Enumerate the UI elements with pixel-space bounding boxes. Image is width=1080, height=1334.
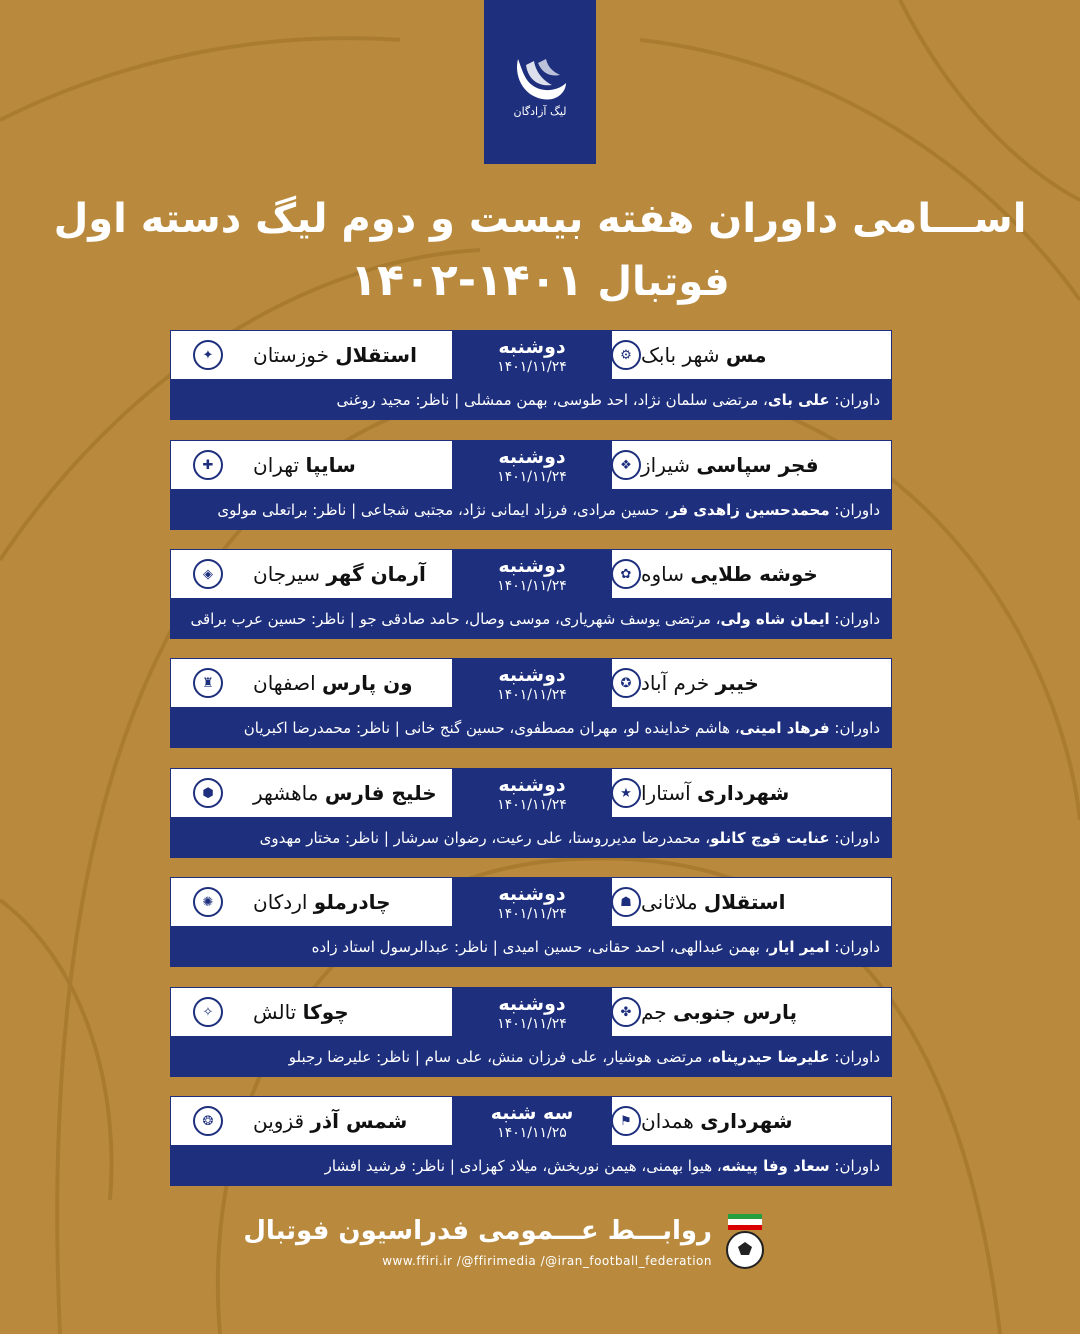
head-referee: سعاد وفا پیشه — [721, 1157, 830, 1175]
match-day: دوشنبه — [498, 555, 566, 577]
away-team-name — [253, 671, 413, 695]
away-team-city: تهران — [253, 453, 300, 477]
home-team — [611, 550, 891, 598]
referees-rest: ، بهمن عبدالهی، احمد حقانی، حسین امیدی | ناظر: عبدالرسول استاد زاده — [311, 938, 770, 956]
home-team — [611, 659, 891, 707]
home-team-city: خرم آباد — [641, 671, 710, 695]
home-team-club: خوشه طلایی — [690, 562, 818, 586]
match-schedule — [452, 441, 612, 491]
head-referee: فرهاد امینی — [739, 719, 830, 737]
referees-rest: ، هیوا بهمنی، هیمن نوربخش، میلاد کهزادی | ناظر: فرشید افشار — [324, 1157, 722, 1175]
league-logo-icon — [508, 45, 572, 105]
match-schedule — [452, 331, 612, 381]
away-team — [171, 659, 451, 707]
title-football-word: فوتبال — [597, 259, 730, 305]
match-teams-row — [170, 330, 892, 380]
home-team-club: خیبر — [715, 671, 759, 695]
footer-title: روابـــط عـــمومی فدراسیون فوتبال — [243, 1216, 712, 1246]
referees-label: داوران: — [834, 1157, 880, 1175]
away-team-name — [253, 453, 356, 477]
home-team-city: شهر بابک — [641, 343, 720, 367]
away-team — [171, 878, 451, 926]
home-team-city: همدان — [641, 1109, 694, 1133]
away-team-club: سایپا — [305, 453, 356, 477]
home-team-name — [641, 781, 789, 805]
match-day: دوشنبه — [498, 993, 566, 1015]
home-team-club: مس — [725, 343, 767, 367]
away-team — [171, 769, 451, 817]
match-card — [170, 987, 892, 1077]
head-referee: امیر ایار — [769, 938, 830, 956]
home-team-name — [641, 671, 759, 695]
referees-rest: ، حسین مرادی، فرزاد ایمانی نژاد، مجتبی شجاعی | ناظر: براتعلی مولوی — [217, 501, 669, 519]
home-team-name — [641, 453, 819, 477]
match-date: ۱۴۰۱/۱۱/۲۴ — [497, 469, 567, 485]
match-card — [170, 877, 892, 967]
referees-label: داوران: — [834, 391, 880, 409]
soccer-ball-icon — [723, 1230, 767, 1270]
referees-row — [170, 1037, 892, 1077]
match-card — [170, 549, 892, 639]
away-team — [171, 441, 451, 489]
match-date: ۱۴۰۱/۱۱/۲۴ — [497, 578, 567, 594]
match-date: ۱۴۰۱/۱۱/۲۴ — [497, 1016, 567, 1032]
head-referee: علیرضا حیدرپناه — [711, 1048, 830, 1066]
match-card — [170, 658, 892, 748]
home-team-city: ساوه — [641, 562, 684, 586]
home-team-name — [641, 1000, 797, 1024]
referees-row — [170, 818, 892, 858]
match-card — [170, 1096, 892, 1186]
away-team — [171, 988, 451, 1036]
match-teams-row — [170, 768, 892, 818]
match-teams-row — [170, 549, 892, 599]
home-team-crest-icon: ☗ — [611, 887, 641, 917]
away-team-crest-icon: ✧ — [193, 997, 223, 1027]
match-schedule — [452, 769, 612, 819]
page-title-line1: اســـامی داوران هفته بیست و دوم لیگ دسته اول — [53, 196, 1027, 242]
home-team-name — [641, 890, 786, 914]
away-team-name — [253, 343, 417, 367]
match-date: ۱۴۰۱/۱۱/۲۴ — [497, 906, 567, 922]
away-team-crest-icon: ✚ — [193, 450, 223, 480]
away-team-city: قزوین — [253, 1109, 305, 1133]
home-team — [611, 878, 891, 926]
away-team-name — [253, 781, 437, 805]
home-team-crest-icon: ✪ — [611, 668, 641, 698]
away-team — [171, 1097, 451, 1145]
referees-row — [170, 380, 892, 420]
title-season: ۱۴۰۱-۱۴۰۲ — [350, 255, 584, 306]
away-team-city: تالش — [253, 1000, 297, 1024]
away-team-name — [253, 1000, 349, 1024]
match-schedule — [452, 550, 612, 600]
away-team-club: شمس آذر — [310, 1109, 408, 1133]
match-schedule — [452, 1097, 612, 1147]
home-team-club: شهرداری — [697, 781, 790, 805]
away-team-city: ماهشهر — [253, 781, 319, 805]
match-date: ۱۴۰۱/۱۱/۲۴ — [497, 687, 567, 703]
home-team-crest-icon: ⚑ — [611, 1106, 641, 1136]
referees-rest: ، مرتضی یوسف شهریاری، موسی وصال، حامد صادقی جو | ناظر: حسین عرب براقی — [190, 610, 721, 628]
referees-row — [170, 490, 892, 530]
home-team-crest-icon: ⚙ — [611, 340, 641, 370]
home-team-club: پارس جنوبی — [673, 1000, 798, 1024]
match-teams-row — [170, 1096, 892, 1146]
federation-logo-icon — [720, 1214, 770, 1274]
match-schedule — [452, 878, 612, 928]
match-day: دوشنبه — [498, 446, 566, 468]
away-team-club: استقلال — [335, 343, 417, 367]
home-team-city: ملاثانی — [641, 890, 698, 914]
referees-row — [170, 1146, 892, 1186]
referees-rest: ، مرتضی هوشیار، علی فرزان منش، علی سام | ناظر: علیرضا رجبلو — [288, 1048, 712, 1066]
home-team — [611, 441, 891, 489]
away-team-crest-icon: ◈ — [193, 559, 223, 589]
match-day: دوشنبه — [498, 664, 566, 686]
home-team — [611, 769, 891, 817]
away-team-crest-icon: ✦ — [193, 340, 223, 370]
home-team-city: آستارا — [641, 781, 691, 805]
away-team-city: اصفهان — [253, 671, 316, 695]
league-logo-tab — [484, 0, 596, 164]
match-teams-row — [170, 658, 892, 708]
iran-flag-icon — [728, 1214, 762, 1230]
match-teams-row — [170, 877, 892, 927]
match-card — [170, 440, 892, 530]
home-team-crest-icon: ❖ — [611, 450, 641, 480]
referees-rest: ، مرتضی سلمان نژاد، احد طوسی، بهمن ممشلی | ناظر: مجید روغنی — [336, 391, 768, 409]
away-team-club: چوکا — [302, 1000, 349, 1024]
away-team-club: آرمان گهر — [326, 562, 426, 586]
match-day: سه شنبه — [490, 1102, 574, 1124]
match-schedule — [452, 988, 612, 1038]
home-team-name — [641, 562, 818, 586]
match-day: دوشنبه — [498, 774, 566, 796]
match-teams-row — [170, 440, 892, 490]
referees-row — [170, 708, 892, 748]
home-team-city: جم — [641, 1000, 667, 1024]
home-team — [611, 1097, 891, 1145]
match-teams-row — [170, 987, 892, 1037]
referees-label: داوران: — [834, 719, 880, 737]
away-team-club: ون پارس — [322, 671, 413, 695]
referees-label: داوران: — [834, 1048, 880, 1066]
away-team-crest-icon: ♜ — [193, 668, 223, 698]
away-team-city: خوزستان — [253, 343, 329, 367]
away-team-name — [253, 562, 426, 586]
away-team-club: چادرملو — [313, 890, 391, 914]
referees-rest: ، محمدرضا مدیرروستا، علی رعیت، رضوان سرشار | ناظر: مختار مهدوی — [259, 829, 711, 847]
footer — [243, 1212, 780, 1282]
away-team — [171, 331, 451, 379]
page-title-line2 — [0, 255, 1080, 308]
referees-label: داوران: — [834, 829, 880, 847]
referees-rest: ، هاشم خداینده لو، مهران مصطفوی، حسین گنج خانی | ناظر: محمدرضا اکبریان — [243, 719, 740, 737]
away-team — [171, 550, 451, 598]
match-schedule — [452, 659, 612, 709]
match-date: ۱۴۰۱/۱۱/۲۴ — [497, 797, 567, 813]
home-team-city: شیراز — [641, 453, 691, 477]
league-logo-text: لیگ آزادگان — [513, 104, 567, 118]
home-team-crest-icon: ★ — [611, 778, 641, 808]
home-team — [611, 331, 891, 379]
away-team-crest-icon: ⬢ — [193, 778, 223, 808]
head-referee: ایمان شاه ولی — [720, 610, 830, 628]
away-team-crest-icon: ❂ — [193, 1106, 223, 1136]
referees-row — [170, 599, 892, 639]
home-team-name — [641, 343, 767, 367]
head-referee: عنایت قوچ کانلو — [710, 829, 830, 847]
footer-links: www.ffiri.ir /@ffirimedia /@iran_football_federation — [382, 1254, 712, 1268]
home-team-crest-icon: ✿ — [611, 559, 641, 589]
home-team-club: شهرداری — [700, 1109, 793, 1133]
match-day: دوشنبه — [498, 883, 566, 905]
away-team-city: سیرجان — [253, 562, 320, 586]
referees-label: داوران: — [834, 938, 880, 956]
away-team-club: خلیج فارس — [324, 781, 437, 805]
home-team-club: فجر سپاسی — [696, 453, 819, 477]
head-referee: محمدحسین زاهدی فر — [668, 501, 830, 519]
referees-row — [170, 927, 892, 967]
match-date: ۱۴۰۱/۱۱/۲۴ — [497, 359, 567, 375]
away-team-name — [253, 890, 391, 914]
home-team — [611, 988, 891, 1036]
head-referee: علی بای — [767, 391, 830, 409]
home-team-crest-icon: ✤ — [611, 997, 641, 1027]
away-team-crest-icon: ✺ — [193, 887, 223, 917]
home-team-club: استقلال — [703, 890, 786, 914]
match-card — [170, 330, 892, 420]
home-team-name — [641, 1109, 793, 1133]
referees-label: داوران: — [834, 610, 880, 628]
match-day: دوشنبه — [498, 336, 566, 358]
referees-label: داوران: — [834, 501, 880, 519]
match-card — [170, 768, 892, 858]
match-date: ۱۴۰۱/۱۱/۲۵ — [497, 1125, 567, 1141]
away-team-name — [253, 1109, 407, 1133]
away-team-city: اردکان — [253, 890, 308, 914]
